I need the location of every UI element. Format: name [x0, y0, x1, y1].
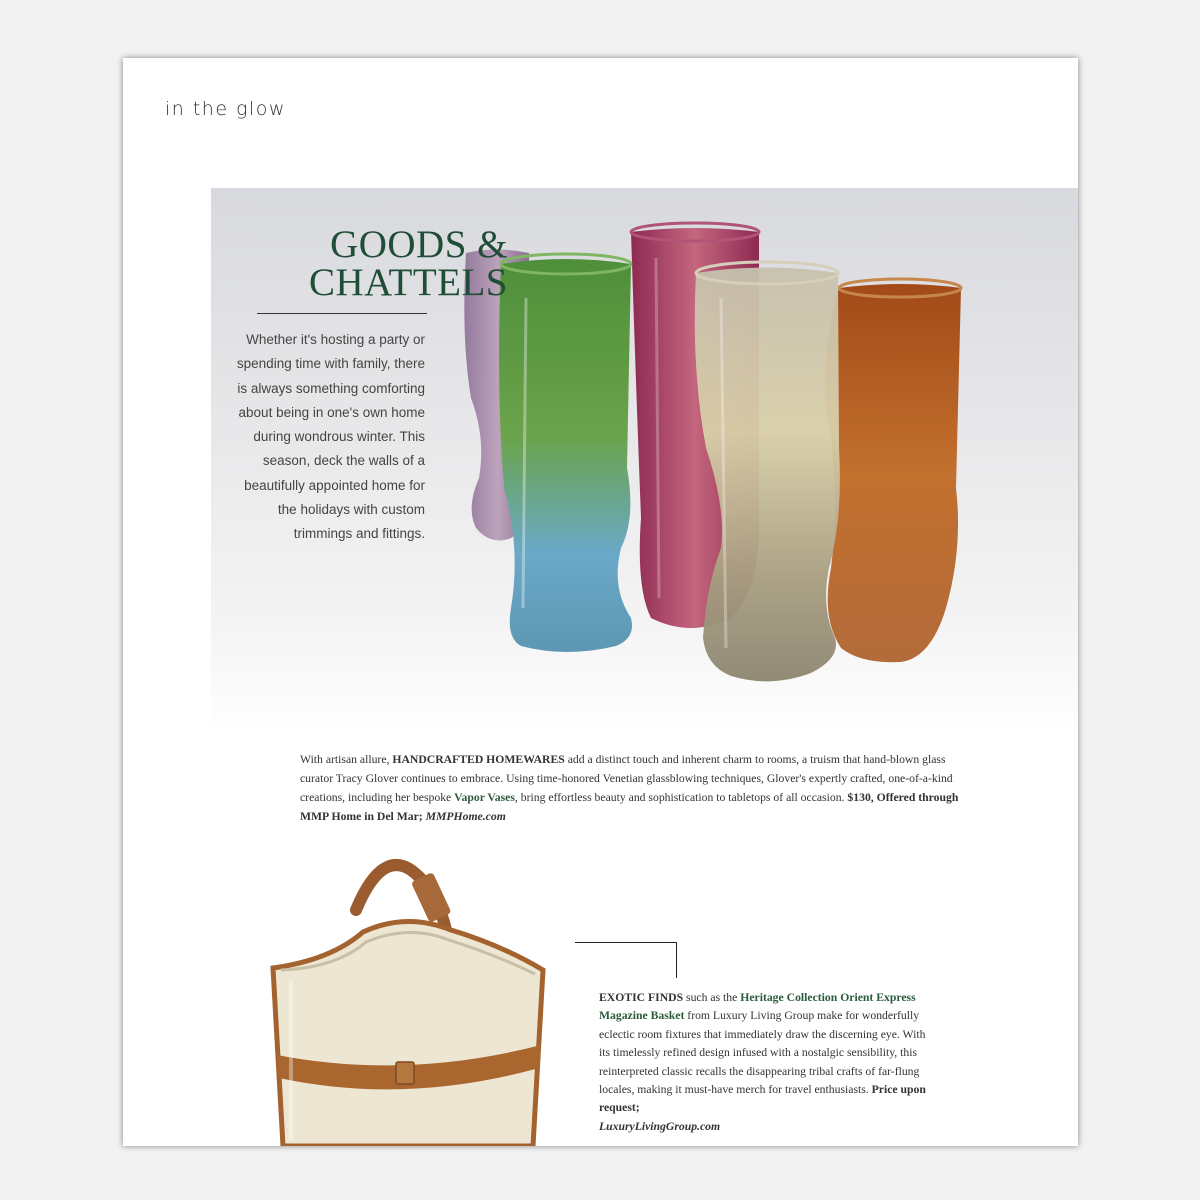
caption-text: from Luxury Living Group make for wonderfully eclectic room fixtures that immediately draw the discerning eye. With its timelessly refined design infused with a nostalgic sensibility, this reinterpreted classic recalls the disappearing tribal crafts of far-flung locales, making it must-have merch for travel enthusiasts. [599, 1009, 926, 1097]
caption-text: such as the [683, 991, 741, 1004]
caption-highlight: EXOTIC FINDS [599, 991, 684, 1004]
vases-caption [300, 750, 960, 826]
title-divider [257, 313, 427, 314]
product-name: Heritage Collection Orient Express Magazine Basket [599, 991, 916, 1023]
website-link[interactable]: LuxuryLivingGroup.com [599, 1119, 721, 1133]
product-name: Vapor Vases [454, 791, 515, 804]
intro-paragraph: Whether it's hosting a party or spending time with family, there is always something comforting about being in one's own home during wondrous winter. This season, deck the walls of a beautifully appointed home for the holidays with custom trimmings and fittings. [236, 332, 425, 542]
caption-text: With artisan allure, [300, 753, 393, 766]
basket-caption [599, 989, 929, 1136]
connector-line [575, 942, 677, 943]
caption-text: , bring effortless beauty and sophistication to tabletops of all occasion. [514, 791, 848, 804]
hero-photo [211, 188, 1078, 733]
magazine-basket-illustration [261, 850, 551, 1146]
feature-title: GOODS & CHATTELS [309, 223, 508, 304]
caption-text: add a distinct touch and inherent charm to rooms, a truism that hand-blown glass curator Tracy Glover continues to embrace. Using time-honored Venetian glassblowing techniques, Glover's expertly crafted, one-of-a-kind creations, including her bespoke [300, 753, 953, 804]
caption-highlight: HANDCRAFTED HOMEWARES [392, 753, 565, 766]
section-label: in the glow [165, 98, 286, 120]
price-info: Price upon request; [599, 1083, 926, 1115]
magazine-page [123, 58, 1078, 1146]
price-info: $130, Offered through MMP Home in Del Mar; [300, 791, 959, 823]
website-link[interactable]: MMPHome.com [422, 810, 506, 823]
connector-line [676, 942, 677, 978]
